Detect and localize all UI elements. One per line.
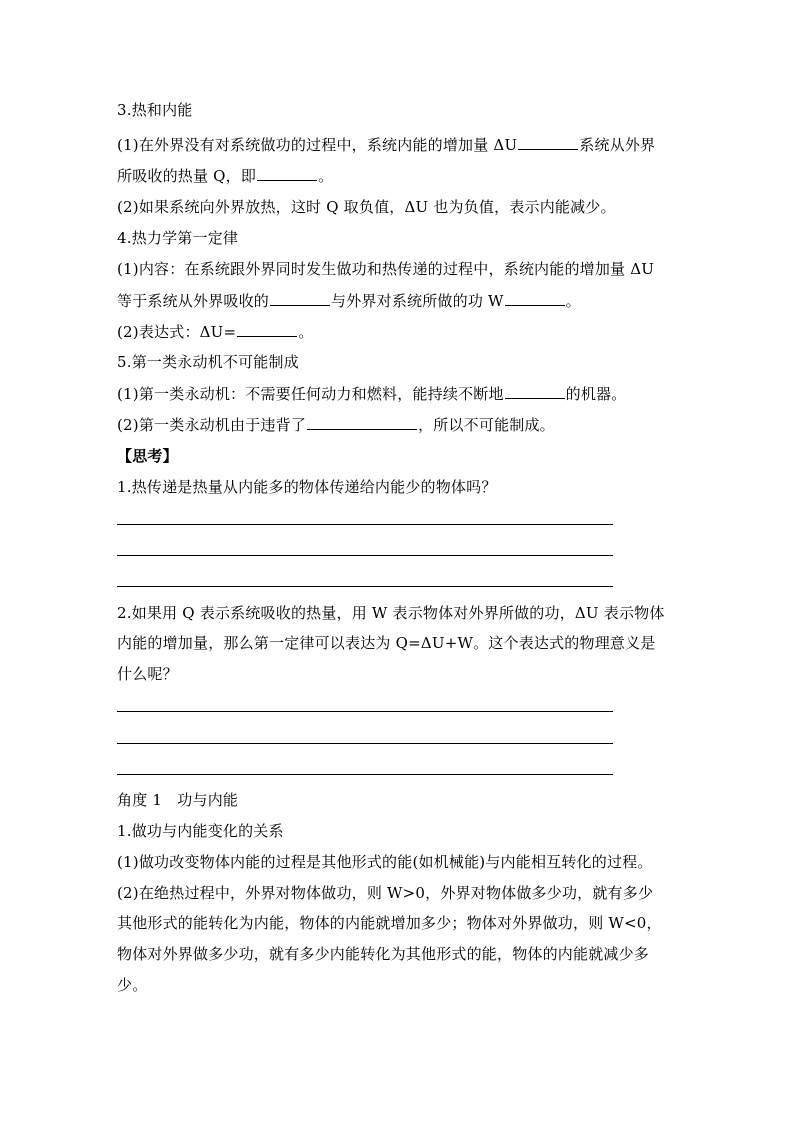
fill-blank[interactable] bbox=[257, 165, 317, 181]
answer-line[interactable] bbox=[117, 711, 613, 712]
section-5-heading: 5.第一类永动机不可能制成 bbox=[117, 353, 299, 371]
section-3-p1-line2: 所吸收的热量 Q，即 。 bbox=[117, 167, 334, 185]
think-question-2-line3: 什么呢？ bbox=[117, 665, 178, 683]
section-3-p1-line1: (1)在外界没有对系统做功的过程中，系统内能的增加量 ΔU 系统从外界 bbox=[117, 136, 656, 154]
angle-1-p2-line3: 物体对外界做多少功，就有多少内能转化为其他形式的能，物体的内能就减少多 bbox=[117, 945, 650, 963]
angle-1-heading: 角度 1 功与内能 bbox=[117, 791, 239, 809]
angle-1-subheading: 1.做功与内能变化的关系 bbox=[117, 822, 284, 840]
fill-blank[interactable] bbox=[270, 290, 330, 306]
fill-blank[interactable] bbox=[237, 321, 297, 337]
section-5-p2: (2)第一类永动机由于违背了 ，所以不可能制成。 bbox=[117, 416, 555, 434]
section-5-p1: (1)第一类永动机：不需要任何动力和燃料，能持续不断地 的机器。 bbox=[117, 385, 627, 403]
answer-line[interactable] bbox=[117, 774, 613, 775]
angle-1-p2-line1: (2)在绝热过程中，外界对物体做功，则 W>0，外界对物体做多少功，就有多少 bbox=[117, 884, 654, 902]
fill-blank[interactable] bbox=[505, 383, 565, 399]
fill-blank[interactable] bbox=[307, 414, 417, 430]
fill-blank[interactable] bbox=[518, 134, 578, 150]
angle-1-p2-line2: 其他形式的能转化为内能，物体的内能就增加多少；物体对外界做功，则 W<0， bbox=[117, 914, 662, 932]
section-4-p2: (2)表达式：ΔU= 。 bbox=[117, 323, 314, 341]
fill-blank[interactable] bbox=[505, 290, 565, 306]
answer-line[interactable] bbox=[117, 524, 613, 525]
think-question-1: 1.热传递是热量从内能多的物体传递给内能少的物体吗？ bbox=[117, 478, 497, 496]
angle-1-p2-line4: 少。 bbox=[117, 976, 148, 994]
answer-line[interactable] bbox=[117, 743, 613, 744]
section-4-heading: 4.热力学第一定律 bbox=[117, 229, 239, 247]
section-4-p1-line2: 等于系统从外界吸收的 与外界对系统所做的功 W 。 bbox=[117, 292, 581, 310]
section-3-p2: (2)如果系统向外界放热，这时 Q 取负值，ΔU 也为负值，表示内能减少。 bbox=[117, 198, 616, 216]
angle-1-p1: (1)做功改变物体内能的过程是其他形式的能(如机械能)与内能相互转化的过程。 bbox=[117, 853, 653, 871]
section-4-p1-line1: (1)内容：在系统跟外界同时发生做功和热传递的过程中，系统内能的增加量 ΔU bbox=[117, 260, 655, 278]
think-question-2-line1: 2.如果用 Q 表示系统吸收的热量，用 W 表示物体对外界所做的功，ΔU 表示物体 bbox=[117, 604, 665, 622]
think-question-2-line2: 内能的增加量，那么第一定律可以表达为 Q=ΔU+W。这个表达式的物理意义是 bbox=[117, 634, 656, 652]
answer-line[interactable] bbox=[117, 586, 613, 587]
answer-line[interactable] bbox=[117, 555, 613, 556]
section-3-heading: 3.热和内能 bbox=[117, 101, 193, 119]
think-heading: 【思考】 bbox=[117, 447, 178, 465]
